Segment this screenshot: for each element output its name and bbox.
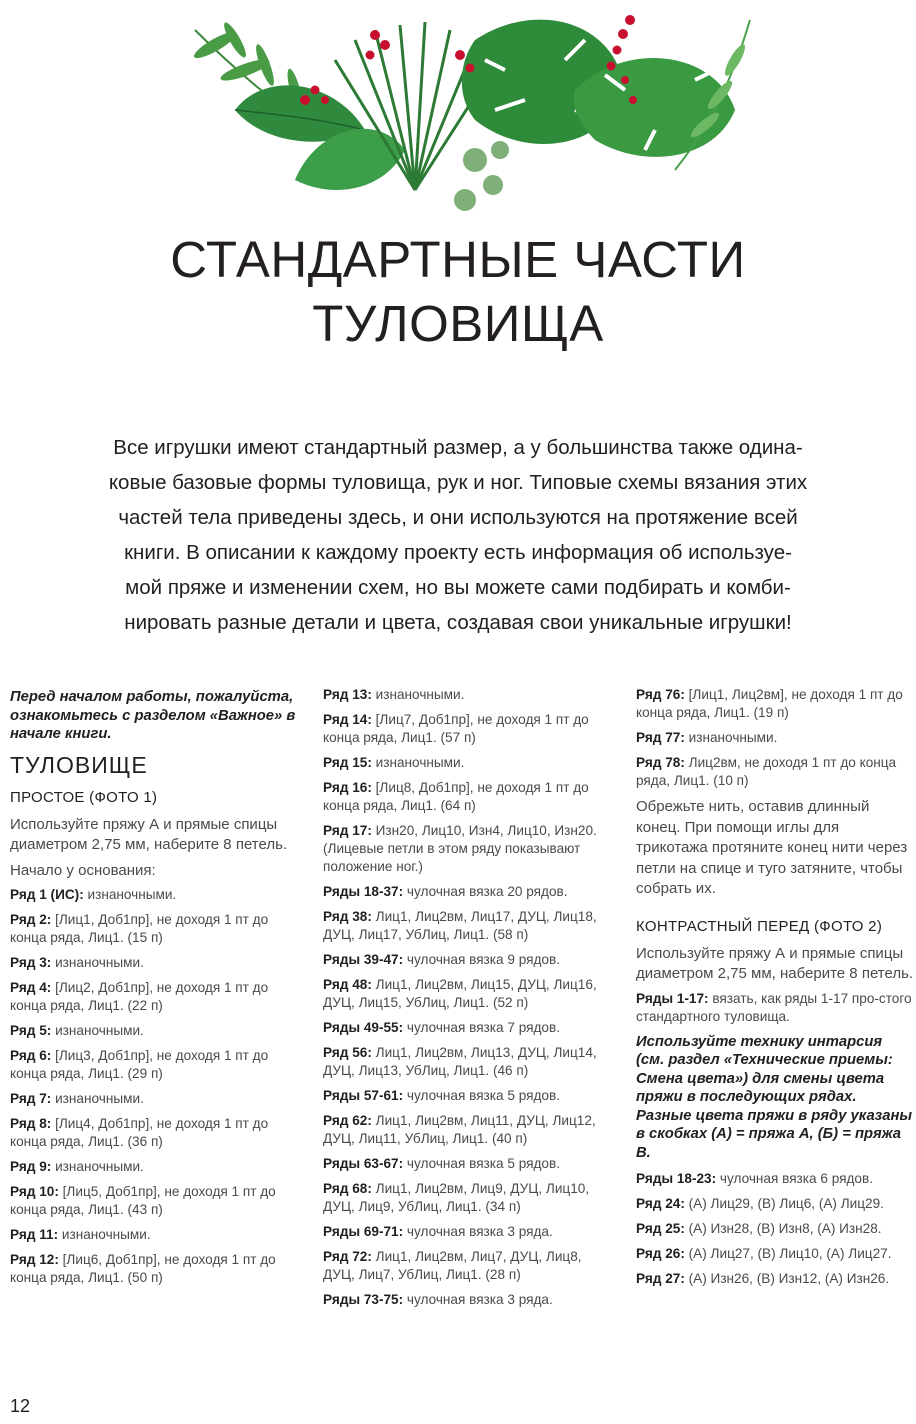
row-text: изнаночными. — [51, 1159, 144, 1174]
row-text: вязать, как ряды 1-17 про-стого стандартного туловища. — [636, 990, 912, 1024]
pattern-row — [323, 883, 611, 901]
row-text: изнаночными. — [83, 887, 177, 902]
pattern-row — [10, 1022, 300, 1040]
row-label: Ряд 6: — [10, 1048, 52, 1063]
pattern-row — [636, 1170, 914, 1188]
row-label: Ряд 24: — [636, 1196, 685, 1211]
pattern-row — [10, 1251, 300, 1287]
row-label: Ряды 73-75: — [323, 1292, 404, 1307]
row-label: Ряд 78: — [636, 755, 685, 770]
row-label: Ряд 48: — [323, 977, 372, 992]
page-title-line-2: ТУЛОВИЩА — [312, 295, 604, 352]
pattern-row — [323, 1223, 611, 1241]
pattern-row — [323, 908, 611, 944]
row-text: изнаночными. — [51, 1023, 144, 1038]
row-label: Ряды 1-17: — [636, 990, 709, 1006]
row-label: Ряды 18-37: — [323, 884, 404, 899]
pattern-row — [10, 1226, 300, 1244]
row-label: Ряды 39-47: — [323, 952, 404, 967]
row-label: Ряд 11: — [10, 1227, 59, 1242]
row-text: [Лиц4, Доб1пр], не доходя 1 пт до конца ряда, Лиц1. (36 п) — [10, 1116, 269, 1149]
row-label: Ряд 5: — [10, 1023, 52, 1038]
row-text: [Лиц6, Доб1пр], не доходя 1 пт до конца ряда, Лиц1. (50 п) — [10, 1252, 276, 1285]
row-label: Ряд 9: — [10, 1159, 52, 1174]
row-label: Ряд 38: — [323, 909, 372, 924]
intro-line: ковые базовые формы туловища, рук и ног. Типовые схемы вязания этих — [108, 471, 808, 494]
row-text: (А) Лиц27, (В) Лиц10, (А) Лиц27. — [684, 1246, 892, 1261]
row-text: чулочная вязка 3 ряда. — [403, 1224, 553, 1239]
pattern-row — [323, 951, 611, 969]
row-text: Лиц1, Лиц2вм, Лиц9, ДУЦ, Лиц10, ДУЦ, Лиц9, УбЛиц, Лиц1. (34 п) — [323, 1181, 590, 1214]
pattern-row — [323, 1087, 611, 1105]
row-text: [Лиц8, Доб1пр], не доходя 1 пт до конца ряда, Лиц1. (64 п) — [323, 780, 589, 813]
pattern-row — [323, 1248, 611, 1284]
important-note: Перед началом работы, пожалуйста, ознакомьтесь с разделом «Важное» в начале книги. — [10, 689, 296, 742]
pattern-row — [323, 711, 611, 747]
row-text: чулочная вязка 6 рядов. — [716, 1171, 873, 1186]
intarsia-note: Используйте технику интарсия (см. раздел «Технические приемы: Смена цвета») для смены цвета пряжи в последующих рядах. Разные цвета пряжи в ряду указаны в скобках (А) = пряжа А, (Б) = пряжа В. — [636, 1033, 913, 1161]
pattern-row — [323, 976, 611, 1012]
row-text: изнаночными. — [51, 955, 144, 970]
row-label: Ряд 26: — [636, 1246, 685, 1261]
row-label: Ряд 8: — [10, 1116, 52, 1131]
row-label: Ряд 56: — [323, 1045, 372, 1060]
row-label: Ряд 72: — [323, 1249, 372, 1264]
row-text: Лиц1, Лиц2вм, Лиц15, ДУЦ, Лиц16, ДУЦ, Лиц15, УбЛиц, Лиц1. (52 п) — [323, 977, 597, 1010]
row-text: чулочная вязка 5 рядов. — [403, 1156, 560, 1171]
row-text: [Лиц7, Доб1пр], не доходя 1 пт до конца ряда, Лиц1. (57 п) — [323, 712, 589, 745]
pattern-row — [323, 686, 611, 704]
row-label: Ряд 68: — [323, 1181, 372, 1196]
row-label: Ряд 17: — [323, 823, 372, 838]
intro-line: книги. В описании к каждому проекту есть информация об используе- — [124, 541, 792, 564]
row-text: изнаночными. — [58, 1227, 151, 1242]
row-label: Ряд 13: — [323, 687, 372, 702]
column-1 — [10, 686, 300, 1294]
finishing-instructions: Обрежьте нить, оставив длинный конец. При помощи иглы для трикотажа протяните конец нити через петли на спице и туго затяните, чтобы собрать их. — [636, 798, 908, 897]
column-2 — [323, 686, 611, 1316]
pattern-row — [323, 1180, 611, 1216]
row-text: [Лиц5, Доб1пр], не доходя 1 пт до конца ряда, Лиц1. (43 п) — [10, 1184, 276, 1217]
pattern-row — [636, 754, 914, 790]
pattern-row — [636, 1245, 914, 1263]
section-heading-body: ТУЛОВИЩЕ — [10, 751, 148, 778]
yarn-instructions: Используйте пряжу А и прямые спицы диаметром 2,75 мм, наберите 8 петель. — [636, 944, 914, 982]
subsection-heading-contrast: КОНТРАСТНЫЙ ПЕРЕД (ФОТО 2) — [636, 917, 883, 935]
row-label: Ряд 25: — [636, 1221, 685, 1236]
row-label: Ряды 63-67: — [323, 1156, 404, 1171]
pattern-row — [323, 754, 611, 772]
page-number: 12 — [10, 1396, 31, 1416]
row-text: (А) Изн28, (В) Изн8, (А) Изн28. — [684, 1221, 882, 1236]
pattern-row — [636, 1270, 914, 1288]
pattern-row — [636, 729, 914, 747]
column-3 — [636, 686, 914, 1295]
row-text: [Лиц3, Доб1пр], не доходя 1 пт до конца ряда, Лиц1. (29 п) — [10, 1048, 269, 1081]
intro-line: нировать разные детали и цвета, создавая свои уникальные игрушки! — [124, 611, 792, 634]
pattern-row — [636, 1220, 914, 1238]
row-label: Ряды 49-55: — [323, 1020, 404, 1035]
row-label: Ряд 14: — [323, 712, 372, 727]
row-label: Ряд 7: — [10, 1091, 52, 1106]
pattern-row — [323, 779, 611, 815]
row-text: (А) Лиц29, (В) Лиц6, (А) Лиц29. — [684, 1196, 884, 1211]
pattern-row — [323, 1019, 611, 1037]
intro-line: мой пряже и изменении схем, но вы можете сами подбирать и комби- — [125, 576, 791, 599]
row-text: чулочная вязка 5 рядов. — [403, 1088, 560, 1103]
row-label: Ряд 4: — [10, 980, 52, 995]
tropical-leaves-illustration — [175, 0, 755, 220]
row-label: Ряды 57-61: — [323, 1088, 404, 1103]
pattern-row — [10, 979, 300, 1015]
start-note: Начало у основания: — [10, 861, 156, 879]
pattern-row — [10, 954, 300, 972]
row-text: изнаночными. — [51, 1091, 144, 1106]
row-label: Ряд 27: — [636, 1271, 685, 1286]
row-text: [Лиц1, Доб1пр], не доходя 1 пт до конца ряда, Лиц1. (15 п) — [10, 912, 269, 945]
row-label: Ряд 62: — [323, 1113, 372, 1128]
row-text: изнаночными. — [371, 687, 465, 702]
row-label: Ряд 76: — [636, 687, 685, 702]
row-label: Ряды 69-71: — [323, 1224, 404, 1239]
row-text: чулочная вязка 20 рядов. — [403, 884, 568, 899]
row-text: Лиц1, Лиц2вм, Лиц7, ДУЦ, Лиц8, ДУЦ, Лиц7, УбЛиц, Лиц1. (28 п) — [323, 1249, 582, 1282]
row-text: изнаночными. — [684, 730, 778, 745]
row-text: чулочная вязка 3 ряда. — [403, 1292, 553, 1307]
pattern-row — [10, 1183, 300, 1219]
pattern-row — [323, 1155, 611, 1173]
intro-line: Все игрушки имеют стандартный размер, а у большинства также одина- — [113, 436, 803, 459]
pattern-row — [323, 1112, 611, 1148]
row-text: изнаночными. — [371, 755, 465, 770]
row-label: Ряд 16: — [323, 780, 372, 795]
pattern-row — [10, 1047, 300, 1083]
row-text: (А) Изн26, (В) Изн12, (А) Изн26. — [684, 1271, 890, 1286]
row-text: Лиц1, Лиц2вм, Лиц13, ДУЦ, Лиц14, ДУЦ, Лиц13, УбЛиц, Лиц1. (46 п) — [323, 1045, 597, 1078]
row-label: Ряд 77: — [636, 730, 685, 745]
pattern-row — [10, 886, 300, 904]
row-label: Ряд 1 (ИС): — [10, 887, 84, 902]
pattern-row — [10, 911, 300, 947]
page-title — [0, 228, 916, 356]
row-label: Ряд 3: — [10, 955, 52, 970]
pattern-row — [636, 1195, 914, 1213]
subsection-heading-simple: ПРОСТОЕ (ФОТО 1) — [10, 788, 158, 806]
row-text: Изн20, Лиц10, Изн4, Лиц10, Изн20. (Лицевые петли в этом ряду показывают положение ног.) — [323, 823, 597, 874]
pattern-row — [323, 1291, 611, 1309]
page-title-line-1: СТАНДАРТНЫЕ ЧАСТИ — [170, 231, 746, 288]
yarn-instructions: Используйте пряжу А и прямые спицы диаметром 2,75 мм, наберите 8 петель. — [10, 815, 288, 853]
pattern-row — [636, 686, 914, 722]
row-label: Ряд 15: — [323, 755, 372, 770]
pattern-row — [636, 990, 914, 1026]
row-text: Лиц1, Лиц2вм, Лиц17, ДУЦ, Лиц18, ДУЦ, Лиц17, УбЛиц, Лиц1. (58 п) — [323, 909, 597, 942]
row-text: Лиц2вм, не доходя 1 пт до конца ряда, Лиц1. (10 п) — [636, 755, 897, 788]
row-text: чулочная вязка 7 рядов. — [403, 1020, 560, 1035]
pattern-row — [10, 1090, 300, 1108]
row-text: чулочная вязка 9 рядов. — [403, 952, 560, 967]
row-text: Лиц1, Лиц2вм, Лиц11, ДУЦ, Лиц12, ДУЦ, Лиц11, УбЛиц, Лиц1. (40 п) — [323, 1113, 596, 1146]
pattern-row — [10, 1115, 300, 1151]
row-label: Ряд 10: — [10, 1184, 59, 1199]
row-label: Ряд 2: — [10, 912, 52, 927]
row-label: Ряд 12: — [10, 1252, 59, 1267]
row-text: [Лиц2, Доб1пр], не доходя 1 пт до конца ряда, Лиц1. (22 п) — [10, 980, 269, 1013]
row-text: [Лиц1, Лиц2вм], не доходя 1 пт до конца ряда, Лиц1. (19 п) — [636, 687, 903, 720]
intro-line: частей тела приведены здесь, и они используются на протяжение всей — [118, 506, 798, 529]
intro-paragraph — [55, 430, 861, 640]
pattern-row — [10, 1158, 300, 1176]
pattern-row — [323, 822, 611, 876]
pattern-row — [323, 1044, 611, 1080]
row-label: Ряды 18-23: — [636, 1171, 717, 1186]
